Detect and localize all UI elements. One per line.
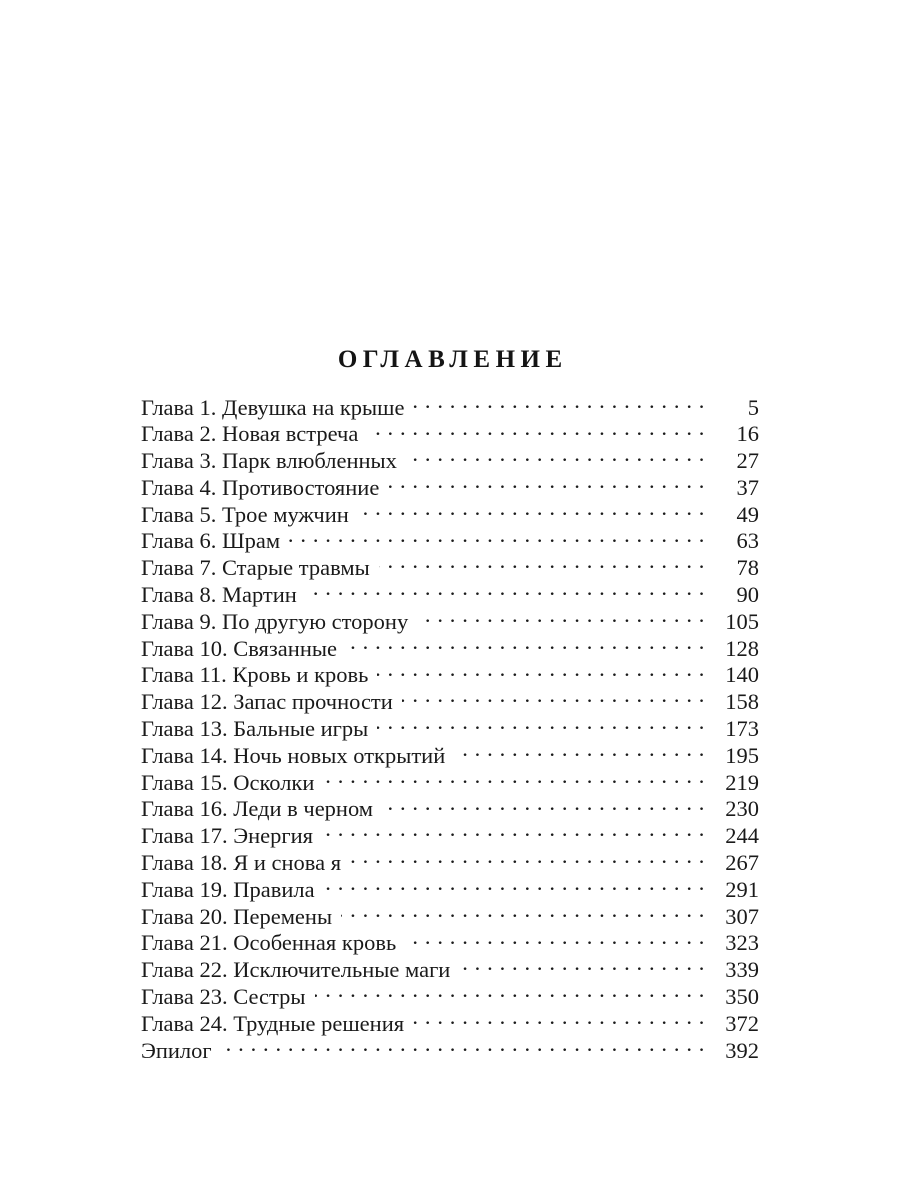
toc-entry-page-number: 230	[725, 796, 759, 822]
toc-entry[interactable]	[141, 526, 759, 553]
toc-entry-label: Глава 11. Кровь и кровь	[141, 662, 369, 688]
toc-entry-label: Глава 21. Особенная кровь	[141, 930, 397, 956]
toc-dot-leader	[454, 740, 705, 763]
toc-entry-label: Глава 6. Шрам	[141, 528, 281, 554]
toc-dot-leader	[367, 419, 705, 442]
toc-entry[interactable]	[141, 955, 759, 982]
toc-entry[interactable]	[141, 794, 759, 821]
toc-entry-label: Глава 18. Я и снова я	[141, 850, 342, 876]
toc-entry-label: Глава 4. Противостояние	[141, 474, 380, 500]
toc-entry[interactable]	[141, 767, 759, 794]
toc-entry-page-number: 307	[725, 903, 759, 929]
toc-entry-page-number: 323	[725, 930, 759, 956]
toc-entry-label: Глава 9. По другую сторону	[141, 608, 409, 634]
table-of-contents-list	[141, 392, 759, 1062]
toc-entry[interactable]	[141, 392, 759, 419]
toc-entry-page-number: 90	[736, 582, 759, 608]
toc-dot-leader	[413, 1008, 705, 1031]
toc-entry-label: Глава 5. Трое мужчин	[141, 501, 349, 527]
toc-entry-page-number: 78	[736, 555, 759, 581]
toc-entry[interactable]	[141, 580, 759, 607]
toc-dot-leader	[346, 633, 705, 656]
toc-entry-label: Глава 20. Перемены	[141, 903, 333, 929]
toc-dot-leader	[350, 848, 705, 871]
toc-entry-label: Глава 1. Девушка на крыше	[141, 394, 405, 420]
toc-entry-page-number: 49	[736, 501, 759, 527]
toc-dot-leader	[459, 955, 705, 978]
toc-entry[interactable]	[141, 606, 759, 633]
toc-entry-label: Эпилог	[141, 1037, 212, 1063]
toc-dot-leader	[406, 446, 705, 469]
toc-dot-leader	[417, 606, 705, 629]
page-title: ОГЛАВЛЕНИЕ	[337, 345, 568, 373]
toc-entry-label: Глава 17. Энергия	[141, 823, 313, 849]
toc-entry-page-number: 63	[736, 528, 759, 554]
toc-dot-leader	[324, 874, 705, 897]
toc-entry[interactable]	[141, 1008, 759, 1035]
toc-entry-label: Глава 19. Правила	[141, 876, 315, 902]
toc-dot-leader	[289, 526, 705, 549]
toc-entry-label: Глава 14. Ночь новых открытий	[141, 742, 446, 768]
toc-entry-page-number: 244	[725, 823, 759, 849]
toc-dot-leader	[221, 1035, 705, 1058]
toc-entry[interactable]	[141, 848, 759, 875]
toc-entry-page-number: 128	[725, 635, 759, 661]
toc-entry[interactable]	[141, 821, 759, 848]
toc-entry[interactable]	[141, 740, 759, 767]
toc-entry[interactable]	[141, 499, 759, 526]
toc-entry-label: Глава 12. Запас прочности	[141, 689, 393, 715]
toc-entry-label: Глава 24. Трудные решения	[141, 1010, 405, 1036]
toc-dot-leader	[323, 767, 705, 790]
toc-dot-leader	[377, 660, 705, 683]
toc-entry-page-number: 140	[725, 662, 759, 688]
toc-entry[interactable]	[141, 687, 759, 714]
toc-entry-page-number: 37	[736, 474, 759, 500]
toc-entry-label: Глава 22. Исключительные маги	[141, 957, 451, 983]
toc-entry[interactable]	[141, 901, 759, 928]
toc-entry[interactable]	[141, 1035, 759, 1062]
toc-dot-leader	[379, 553, 705, 576]
toc-entry-page-number: 219	[725, 769, 759, 795]
toc-entry-page-number: 392	[725, 1037, 759, 1063]
toc-entry[interactable]	[141, 419, 759, 446]
toc-entry[interactable]	[141, 553, 759, 580]
toc-entry-label: Глава 10. Связанные	[141, 635, 337, 661]
toc-entry-label: Глава 15. Осколки	[141, 769, 315, 795]
toc-entry-page-number: 173	[725, 716, 759, 742]
toc-entry-page-number: 16	[736, 421, 759, 447]
toc-entry-label: Глава 13. Бальные игры	[141, 716, 369, 742]
toc-entry-label: Глава 3. Парк влюбленных	[141, 448, 397, 474]
toc-entry-label: Глава 23. Сестры	[141, 984, 306, 1010]
toc-entry-page-number: 350	[725, 984, 759, 1010]
toc-dot-leader	[402, 687, 705, 710]
toc-entry-label: Глава 2. Новая встреча	[141, 421, 359, 447]
toc-entry[interactable]	[141, 633, 759, 660]
toc-entry[interactable]	[141, 982, 759, 1009]
toc-entry-label: Глава 7. Старые травмы	[141, 555, 370, 581]
toc-entry-page-number: 372	[725, 1010, 759, 1036]
toc-entry[interactable]	[141, 660, 759, 687]
toc-entry-page-number: 291	[725, 876, 759, 902]
toc-entry[interactable]	[141, 928, 759, 955]
toc-dot-leader	[358, 499, 705, 522]
toc-dot-leader	[413, 392, 705, 415]
toc-dot-leader	[377, 714, 705, 737]
toc-entry-page-number: 158	[725, 689, 759, 715]
toc-entry-label: Глава 8. Мартин	[141, 582, 297, 608]
toc-entry-page-number: 195	[725, 742, 759, 768]
toc-entry-page-number: 27	[736, 448, 759, 474]
toc-entry-label: Глава 16. Леди в черном	[141, 796, 374, 822]
toc-entry[interactable]	[141, 446, 759, 473]
toc-entry-page-number: 339	[725, 957, 759, 983]
toc-dot-leader	[315, 982, 705, 1005]
toc-dot-leader	[382, 794, 705, 817]
toc-entry[interactable]	[141, 714, 759, 741]
toc-entry[interactable]	[141, 874, 759, 901]
toc-dot-leader	[388, 472, 705, 495]
toc-dot-leader	[341, 901, 705, 924]
toc-entry[interactable]	[141, 472, 759, 499]
toc-entry-page-number: 267	[725, 850, 759, 876]
toc-dot-leader	[306, 580, 705, 603]
toc-dot-leader	[405, 928, 705, 951]
toc-dot-leader	[322, 821, 705, 844]
toc-entry-page-number: 105	[725, 608, 759, 634]
toc-entry-page-number: 5	[747, 394, 759, 420]
